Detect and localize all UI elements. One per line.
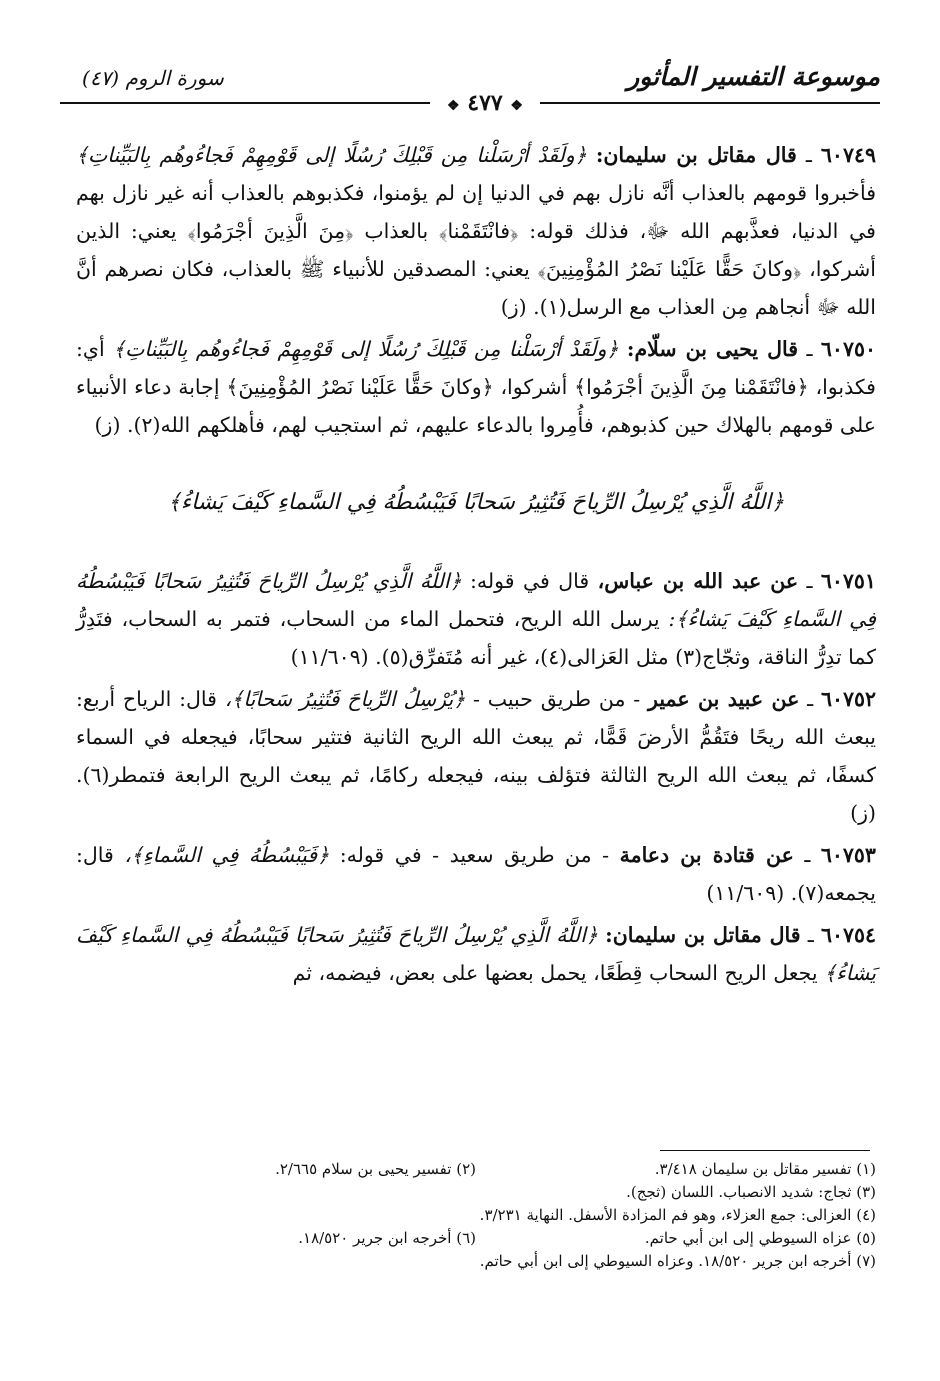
narration-number: ٦٠٧٥٢ <box>820 687 876 711</box>
narration-text: يجعل الريح السحاب قِطَعًا، يحمل بعضها على بعض، فيضمه، ثم <box>292 961 818 985</box>
narrator: قال يحيى بن سلّام: <box>626 337 799 361</box>
narrator: عن عبد الله بن عباس، <box>597 569 799 593</box>
narration-number: ٦٠٧٥٠ <box>820 337 876 361</box>
ayah-heading: ﴿اللَّهُ الَّذِي يُرْسِلُ الرِّياحَ فَتُثِيرُ سَحابًا فَيَبْسُطُهُ فِي السَّماءِ كَيْفَ يَشاءُ﴾ <box>167 490 785 515</box>
footnote-1: (١) تفسير مقاتل بن سليمان ٣/٤١٨. <box>654 1160 876 1178</box>
narration-text: يرسل الله الريح، فتحمل الماء من السحاب، فتمر به السحاب، فتَدِرُّ كما تدِرُّ الناقة، وثجّاج(٣) مثل العَزالى(٤)، غير أنه مُتَفرِّق(٥). (١١/٦٠٩) <box>76 607 876 669</box>
narration-text: فأخبروا قومهم بالعذاب أنَّه نازل بهم في الدنيا إن لم يؤمنوا، فكذبوهم بالعذاب أنه غير نازل بهم في الدنيا، فعذَّبهم الله ﷻ، فذلك قوله: ﴿فانْتَقَمْنا﴾ بالعذاب ﴿مِنَ الَّذِينَ أجْرَمُوا﴾ يعني: الذين أشركوا، ﴿وكانَ حَقًّا عَلَيْنا نَصْرُ المُؤْمِنِينَ﴾ يعني: المصدقين للأنبياء ﷺ بالعذاب، فكان نصرهم أنَّ الله ﷻ أنجاهم مِن العذاب مع الرسل(١). (ز) <box>76 181 876 319</box>
footnote-3: (٣) ثجاج: شديد الانصباب. اللسان (ثجج). <box>626 1183 876 1201</box>
book-title: موسوعة التفسير المأثور <box>627 62 880 91</box>
footnotes <box>76 1158 876 1273</box>
narration-number: ٦٠٧٥٣ <box>820 843 876 867</box>
quran-quote: ﴿فَيَبْسُطُهُ فِي السَّماءِ﴾، <box>124 843 330 867</box>
narrator: قال مقاتل بن سليمان: <box>595 143 797 167</box>
dash: ـ <box>798 569 813 593</box>
narration-pre: - من طريق حبيب - <box>473 687 641 711</box>
narration-pre: - من طريق سعيد - في قوله: <box>339 843 610 867</box>
footnote-rule <box>660 1150 870 1151</box>
narration-text: أي: فكذبوا، ﴿فانْتَقَمْنا مِنَ الَّذِينَ أجْرَمُوا﴾ أشركوا، ﴿وكانَ حَقًّا عَلَيْنا نَصْرُ المُؤْمِنِينَ﴾ إجابة دعاء الأنبياء على قومهم بالهلاك حين كذبوهم، فأُمِروا بالدعاء عليهم، ثم استجيب لهم، فأهلكهم الله(٢). (ز) <box>76 337 876 437</box>
quran-quote: ﴿ولَقَدْ أرْسَلْنا مِن قَبْلِكَ رُسُلًا إلى قَوْمِهِمْ فَجاءُوهُم بِالبَيِّناتِ﴾ <box>113 337 619 361</box>
narrator: عن عبيد بن عمير <box>648 687 800 711</box>
quran-quote: ﴿اللَّهُ الَّذِي يُرْسِلُ الرِّياحَ فَتُثِيرُ سَحابًا فَيَبْسُطُهُ فِي السَّماءِ كَيْفَ يَشاءُ﴾ <box>76 923 876 985</box>
dash: ـ <box>793 843 811 867</box>
footnote-5: (٥) عزاه السيوطي إلى ابن أبي حاتم. <box>644 1229 876 1247</box>
narration-pre: قال في قوله: <box>470 569 590 593</box>
dash: ـ <box>799 687 814 711</box>
narration-text: قال: الرياح أربع: يبعث الله ريحًا فتَقُمُّ الأرضَ قَمًّا، ثم يبعث الله الريح الثانية فتثير سحابًا، فيجعله في السماء كسفًا، ثم يبعث الله الريح الثالثة فتؤلف بينه، فيجعله ركامًا، ثم يبعث الريح الرابعة فتمطر(٦). (ز) <box>76 687 876 825</box>
narration-paragraph <box>76 562 876 676</box>
dash: ـ <box>800 923 814 947</box>
narration-number: ٦٠٧٤٩ <box>820 143 876 167</box>
ornament-icon: ❖ <box>510 98 523 114</box>
narration-paragraph <box>76 916 876 992</box>
page-number: ٤٧٧ <box>467 90 503 116</box>
footnote-row <box>76 1227 876 1250</box>
ornament-icon: ❖ <box>447 98 460 114</box>
quran-quote: ﴿يُرْسِلُ الرِّياحَ فَتُثِيرُ سَحابًا﴾، <box>224 687 466 711</box>
main-content <box>76 136 876 996</box>
footnote-row <box>76 1158 876 1181</box>
narration-number: ٦٠٧٥٤ <box>820 923 876 947</box>
dash: ـ <box>796 143 812 167</box>
footnote-7: (٧) أخرجه ابن جرير ١٨/٥٢٠. وعزاه السيوطي إلى ابن أبي حاتم. <box>479 1252 876 1270</box>
footnote-4: (٤) العزالى: جمع العزلاء، وهو فم المزادة الأسفل. النهاية ٣/٢٣١. <box>479 1206 876 1224</box>
page-number-box <box>430 88 540 118</box>
narration-text: قال: يجمعه(٧). (١١/٦٠٩) <box>76 843 876 905</box>
narration-paragraph <box>76 136 876 326</box>
quran-quote: ﴿ولَقَدْ أرْسَلْنا مِن قَبْلِكَ رُسُلًا إلى قَوْمِهِمْ فَجاءُوهُم بِالبَيِّناتِ﴾ <box>76 143 587 167</box>
narration-paragraph <box>76 330 876 444</box>
surah-name: سورة الروم (٤٧) <box>82 66 224 90</box>
footnote-2: (٢) تفسير يحيى بن سلام ٢/٦٦٥. <box>275 1160 476 1178</box>
narrator: قال مقاتل بن سليمان: <box>605 923 801 947</box>
footnote-6: (٦) أخرجه ابن جرير ١٨/٥٢٠. <box>298 1229 476 1247</box>
dash: ـ <box>798 337 813 361</box>
narration-paragraph <box>76 836 876 912</box>
narration-number: ٦٠٧٥١ <box>820 569 876 593</box>
narration-paragraph <box>76 680 876 832</box>
quran-quote: ﴿اللَّهُ الَّذِي يُرْسِلُ الرِّياحَ فَتُثِيرُ سَحابًا فَيَبْسُطُهُ فِي السَّماءِ كَيْفَ يَشاءُ﴾: <box>76 569 876 631</box>
narrator: عن قتادة بن دعامة <box>619 843 794 867</box>
